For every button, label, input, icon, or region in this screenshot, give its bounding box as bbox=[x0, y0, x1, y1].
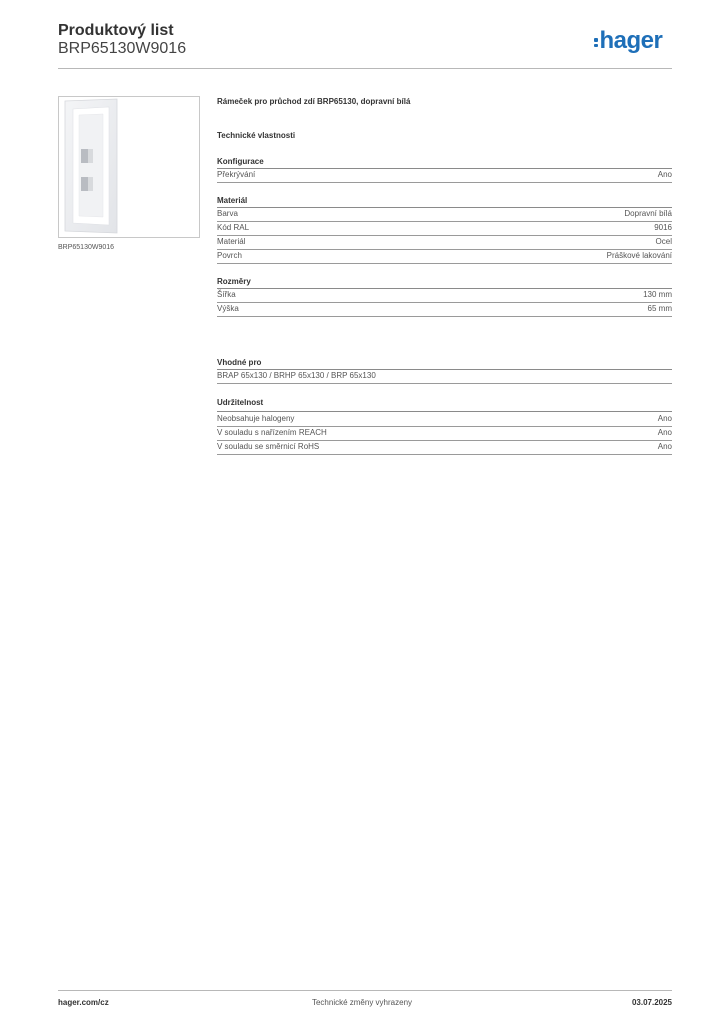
spec-row bbox=[217, 413, 672, 427]
spec-row bbox=[217, 427, 672, 441]
spec-row bbox=[217, 236, 672, 250]
spec-value: 65 mm bbox=[647, 304, 672, 313]
spec-value: Ano bbox=[657, 170, 672, 179]
spec-row bbox=[217, 169, 672, 183]
footer-divider bbox=[58, 990, 672, 991]
spec-value: Ocel bbox=[655, 237, 672, 246]
spec-label: BRAP 65x130 / BRHP 65x130 / BRP 65x130 bbox=[217, 371, 376, 380]
logo-dots-icon bbox=[594, 38, 598, 47]
spec-label: Kód RAL bbox=[217, 223, 250, 232]
spec-row bbox=[217, 208, 672, 222]
wall-frame-icon bbox=[59, 97, 199, 237]
image-caption: BRP65130W9016 bbox=[58, 244, 115, 251]
section-heading-dimensions: Rozměry bbox=[217, 277, 251, 286]
spec-row bbox=[217, 250, 672, 264]
section-heading-material: Materiál bbox=[217, 196, 248, 205]
spec-row bbox=[217, 222, 672, 236]
hager-logo[interactable] bbox=[594, 27, 662, 55]
spec-label: Šířka bbox=[217, 290, 236, 299]
spec-row bbox=[217, 370, 672, 384]
spec-label: Povrch bbox=[217, 251, 242, 260]
product-description: Rámeček pro průchod zdí BRP65130, dopravní bílá bbox=[217, 97, 411, 106]
product-image bbox=[58, 96, 200, 238]
spec-value: 9016 bbox=[654, 223, 672, 232]
section-heading-suitable-for: Vhodné pro bbox=[217, 358, 262, 367]
spec-value: 130 mm bbox=[643, 290, 672, 299]
document-title: Produktový list bbox=[58, 22, 174, 39]
spec-label: Materiál bbox=[217, 237, 246, 246]
section-heading-configuration: Konfigurace bbox=[217, 157, 264, 166]
technical-properties-heading: Technické vlastnosti bbox=[217, 131, 296, 140]
section-heading-sustainability: Udržitelnost bbox=[217, 398, 264, 407]
product-code: BRP65130W9016 bbox=[58, 40, 187, 57]
spec-row bbox=[217, 441, 672, 455]
spec-label: V souladu se směrnicí RoHS bbox=[217, 442, 320, 451]
spec-label: Neobsahuje halogeny bbox=[217, 414, 295, 423]
spec-value: Práškové lakování bbox=[606, 251, 672, 260]
spec-row bbox=[217, 303, 672, 317]
spec-label: Výška bbox=[217, 304, 239, 313]
spec-label: Barva bbox=[217, 209, 238, 218]
section-divider bbox=[217, 411, 672, 412]
spec-label: V souladu s nařízením REACH bbox=[217, 428, 327, 437]
spec-value: Dopravní bílá bbox=[624, 209, 672, 218]
spec-value: Ano bbox=[657, 414, 672, 423]
footer-notice: Technické změny vyhrazeny bbox=[311, 998, 413, 1007]
logo-wordmark: hager bbox=[599, 27, 663, 54]
header-divider bbox=[58, 68, 672, 69]
spec-value: Ano bbox=[657, 428, 672, 437]
spec-value: Ano bbox=[657, 442, 672, 451]
footer-website-link[interactable]: hager.com/cz bbox=[58, 998, 109, 1007]
spec-row bbox=[217, 289, 672, 303]
spec-label: Překrývání bbox=[217, 170, 256, 179]
footer-date: 03.07.2025 bbox=[631, 998, 672, 1007]
